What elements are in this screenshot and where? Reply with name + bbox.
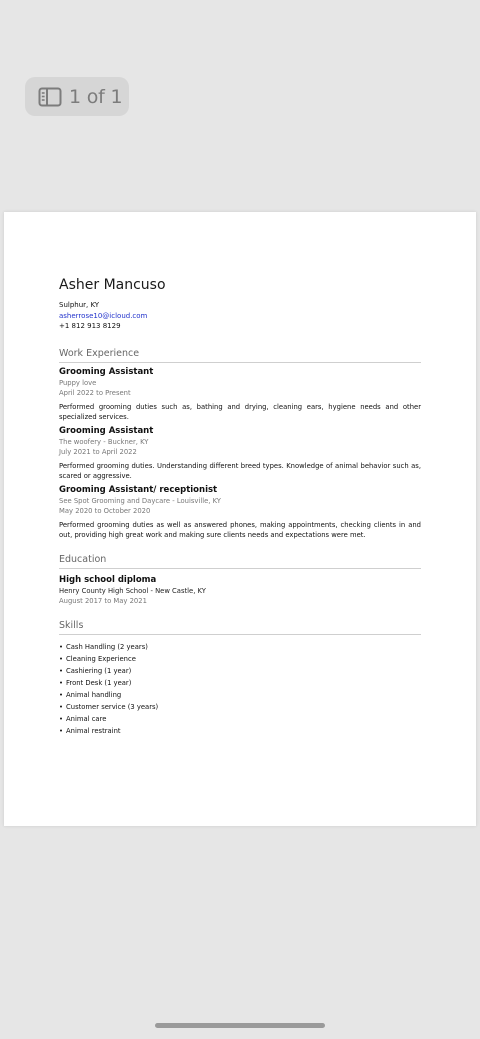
- skill-item: • Animal restraint: [59, 727, 121, 736]
- job-title: Grooming Assistant: [59, 425, 154, 436]
- job-dates: July 2021 to April 2022: [59, 447, 137, 456]
- skill-item: • Cash Handling (2 years): [59, 642, 148, 651]
- work-experience-heading: Work Experience: [59, 348, 421, 363]
- page-indicator[interactable]: [25, 77, 129, 116]
- skill-label: Customer service (3 years): [66, 702, 159, 711]
- skill-label: Cash Handling (2 years): [66, 642, 148, 651]
- skill-label: Cleaning Experience: [66, 654, 136, 663]
- job-title: Grooming Assistant: [59, 366, 154, 377]
- job-company: See Spot Grooming and Daycare - Louisville, KY: [59, 496, 221, 505]
- document-page[interactable]: [4, 212, 476, 826]
- education-entry: [59, 575, 421, 606]
- resume-phone: +1 812 913 8129: [59, 322, 121, 330]
- education-heading: Education: [59, 554, 421, 569]
- home-indicator[interactable]: [155, 1023, 325, 1028]
- job-entry: [59, 485, 421, 540]
- education-school: Henry County High School - New Castle, KY: [59, 586, 206, 595]
- education-degree: High school diploma: [59, 574, 157, 585]
- resume-name: Asher Mancuso: [59, 277, 166, 293]
- job-dates: April 2022 to Present: [59, 388, 131, 397]
- job-description: Performed grooming duties as well as answered phones, making appointments, checking clients in and out, providing high great work and making sure clients needs and expectations were met.: [59, 520, 421, 539]
- skill-item: • Customer service (3 years): [59, 702, 159, 711]
- sidebar-icon: [38, 87, 62, 107]
- skill-item: • Cleaning Experience: [59, 654, 136, 663]
- skill-item: • Animal care: [59, 715, 107, 724]
- skill-item: • Animal handling: [59, 690, 122, 699]
- job-company: Puppy love: [59, 378, 97, 387]
- page-count-label: 1 of 1: [69, 85, 123, 108]
- skill-item: • Cashiering (1 year): [59, 666, 132, 675]
- job-company: The woofery - Buckner, KY: [59, 437, 149, 446]
- skill-label: Animal restraint: [66, 727, 121, 736]
- job-description: Performed grooming duties. Understanding different breed types. Knowledge of animal behavior such as, scared or aggressive.: [59, 461, 421, 480]
- skills-heading: Skills: [59, 620, 421, 635]
- job-entry: [59, 426, 421, 481]
- skill-label: Animal handling: [66, 690, 122, 699]
- skill-label: Animal care: [66, 715, 107, 724]
- skill-item: • Front Desk (1 year): [59, 678, 132, 687]
- resume-email-link[interactable]: asherrose10@icloud.com: [59, 311, 148, 320]
- skill-label: Cashiering (1 year): [66, 666, 132, 675]
- job-dates: May 2020 to October 2020: [59, 506, 151, 515]
- resume-location: Sulphur, KY: [59, 301, 100, 309]
- education-dates: August 2017 to May 2021: [59, 596, 147, 605]
- job-title: Grooming Assistant/ receptionist: [59, 484, 218, 495]
- skill-label: Front Desk (1 year): [66, 678, 132, 687]
- skills-list: [59, 641, 421, 738]
- job-entry: [59, 367, 421, 422]
- job-description: Performed grooming duties such as, bathing and drying, cleaning ears, hygiene needs and other specialized services.: [59, 402, 421, 421]
- resume-content: [59, 276, 421, 737]
